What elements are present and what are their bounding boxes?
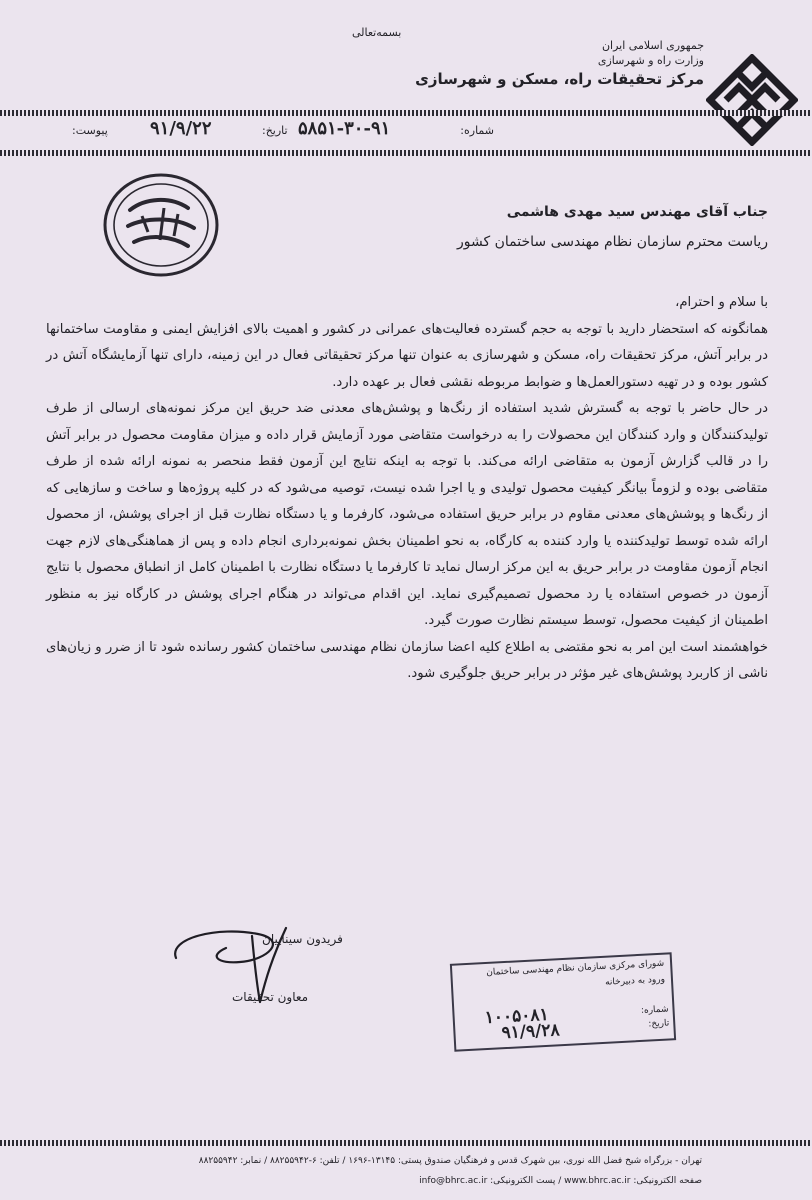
footer-rule — [0, 1140, 812, 1146]
letter-meta — [0, 114, 812, 144]
signer-name: فریدون سیناییان — [262, 932, 343, 946]
signer-title: معاون تحقیقات — [232, 990, 309, 1004]
stamp-secretariat: ورود به دبیرخانه — [604, 974, 666, 988]
footer-web: صفحه الکترونیکی: www.bhrc.ac.ir / پست الکترونیکی: info@bhrc.ac.ir — [419, 1176, 702, 1186]
paragraph-3: خواهشمند است این امر به نحو مقتضی به اطلاع کلیه اعضا سازمان نظام مهندسی ساختمان کشور رسانده شود تا از ضرر و زیان‌های ناشی از کاربرد پوشش‌های غیر مؤثر در برابر حریق جلوگیری شود. — [46, 639, 768, 681]
recipient-title: ریاست محترم سازمان نظام مهندسی ساختمان کشور — [457, 234, 768, 250]
stamp-number-label: شماره: — [640, 1004, 669, 1016]
paragraph-2: در حال حاضر با توجه به گسترش شدید استفاده از رنگ‌ها و پوشش‌های معدنی ضد حریق این مرکز نمونه‌های ارسالی از طرف تولیدکنندگان و وارد کنندگان این محصولات را به درخواست متقاضی مورد آزمایش قرار داده و میزان مقاومت محصول در برابر آتش را در قالب گزارش آزمون به متقاضی ارائه می‌کند. با توجه به اینکه نتایج این آزمون فقط منحصر به نمونه ارائه شده از طرف متقاضی بوده و لزوماً بیانگر کیفیت محصول تولیدی و یا اجرا شده نیست، توصیه می‌شود که در کلیه پروژه‌ها و ساخت و سازهایی که از رنگ‌ها و پوشش‌های معدنی مقاوم در برابر حریق استفاده می‌شود، کارفرما و یا دستگاه نظارت قبل از اجرای پوشش، از محصول ارائه شده توسط تولیدکننده یا وارد کننده به کارگاه، به نحو اطمینان بخش نمونه‌برداری انجام داده و پس از هماهنگی‌های لازم جهت انجام آزمون مقاومت در برابر حریق به این مرکز ارسال نماید تا کارفرما یا دستگاه نظارت با اطمینان کامل از انطباق محصول با نتایج آزمون در خصوص استفاده یا رد محصول تصمیم‌گیری نماید. این اقدام می‌تواند در هنگام اجرای پوشش در کارگاه نیز به منظور اطمینان از کیفیت محصول، توسط سیستم نظارت صورت گیرد. — [46, 401, 768, 628]
footer-address: تهران - بزرگراه شیخ فضل الله نوری، بین شهرک قدس و فرهنگیان صندوق پستی: ۱۳۱۴۵-۱۶۹۶ / تلفن: ۶-۸۸۲۵۵۹۴۲ / نمابر: ۸۸۲۵۵۹۴۲ — [198, 1156, 702, 1166]
attachment-label: پیوست: — [72, 124, 108, 137]
letterhead — [415, 38, 704, 90]
date-label: تاریخ: — [262, 124, 288, 137]
letterhead-org: مرکز تحقیقات راه، مسکن و شهرسازی — [415, 70, 704, 88]
number-value: ۵۸۵۱-۳۰-۹۱ — [298, 118, 391, 139]
stamp-org: شورای مرکزی سازمان نظام مهندسی ساختمان — [486, 958, 665, 978]
letterhead-ministry: وزارت راه و شهرسازی — [597, 54, 704, 67]
letterhead-country: جمهوری اسلامی ایران — [601, 39, 704, 52]
invocation: بسمه‌تعالی — [352, 26, 402, 39]
number-label: شماره: — [460, 124, 494, 137]
date-value: ۹۱/۹/۲۲ — [150, 118, 212, 139]
letter-body — [46, 290, 768, 688]
paragraph-1: همانگونه که استحضار دارید با توجه به حجم گسترده فعالیت‌های عمرانی در کشور و اهمیت بالای افزایش ایمنی و مقاومت ساختمانها در برابر آتش، مرکز تحقیقات راه، مسکن و شهرسازی به عنوان تنها مرکز تحقیقاتی فعال در این زمینه، دارای تنها آزمایشگاه آتش در کشور بوده و در تهیه دستورالعمل‌ها و ضوابط مربوطه نقشی فعال بر عهده دارد. — [46, 321, 768, 390]
round-seal-icon — [100, 170, 222, 280]
stamp-number-value: ۱۰۰۵۰۸۱ — [484, 1004, 550, 1029]
greeting: با سلام و احترام، — [675, 295, 768, 310]
received-stamp — [450, 952, 676, 1051]
recipient-name: جناب آقای مهندس سید مهدی هاشمی — [506, 204, 768, 220]
stamp-date-value: ۹۱/۹/۲۸ — [501, 1020, 561, 1044]
header-bottom-rule — [0, 150, 812, 156]
stamp-date-label: تاریخ: — [648, 1018, 670, 1030]
